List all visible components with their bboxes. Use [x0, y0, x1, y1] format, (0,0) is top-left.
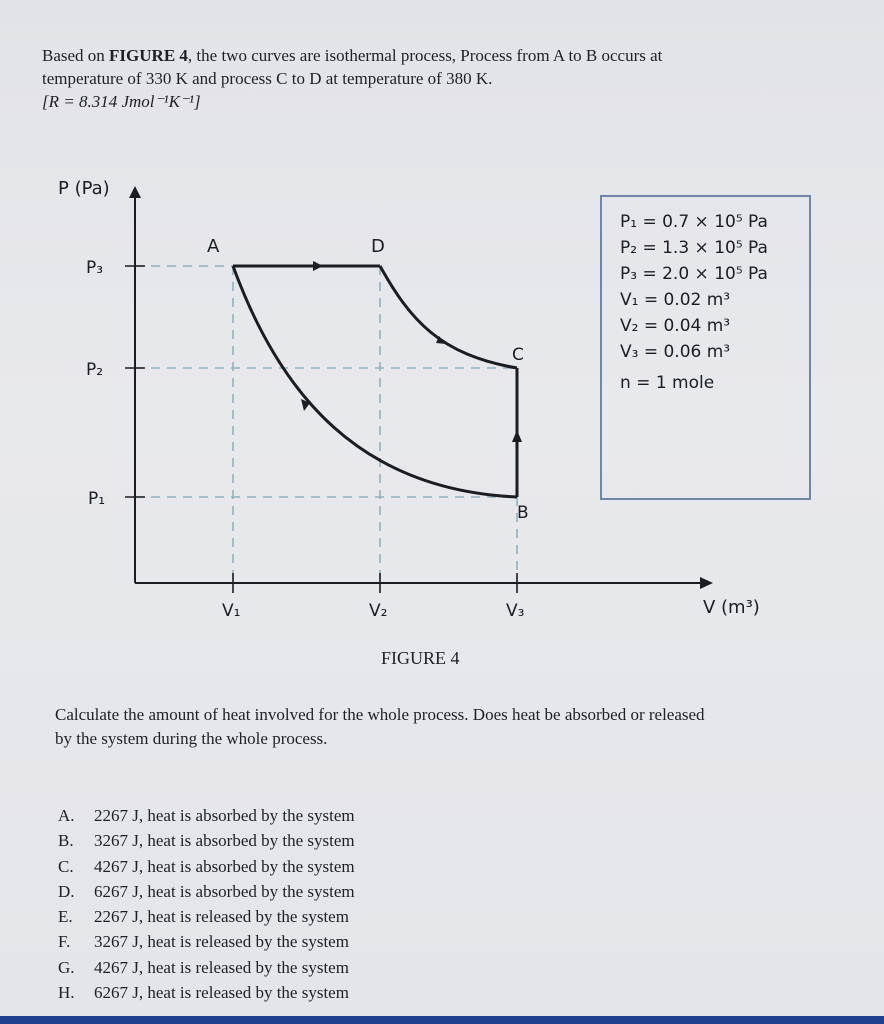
screen-bezel-edge	[0, 1016, 884, 1024]
option-letter: E.	[58, 907, 73, 927]
option-letter: G.	[58, 957, 75, 977]
option-text: 3267 J, heat is released by the system	[94, 932, 349, 952]
point-c-label: C	[512, 345, 524, 365]
guide-lines	[135, 266, 517, 583]
pressure-axis-label: P (Pa)	[58, 178, 110, 199]
p1-label: P₁	[88, 489, 106, 509]
option-f[interactable]	[58, 929, 355, 954]
intro-line-1-prefix: Based on	[42, 46, 110, 65]
intro-line-1-suffix: , the two curves are isothermal process, Process from A to B occurs at	[187, 46, 663, 65]
p3-label: P₃	[86, 258, 104, 278]
given-moles: n = 1 mole	[620, 373, 715, 393]
option-text: 6267 J, heat is absorbed by the system	[94, 881, 355, 901]
problem-statement	[42, 44, 842, 113]
option-letter: B.	[58, 831, 74, 851]
point-d-label: D	[371, 236, 385, 257]
v1-label: V₁	[222, 601, 241, 621]
option-letter: F.	[58, 932, 71, 952]
option-b[interactable]	[58, 828, 355, 853]
given-p2: P₂ = 1.3 × 10⁵ Pa	[620, 238, 768, 258]
option-g[interactable]	[58, 955, 355, 980]
given-values-list	[620, 212, 768, 393]
option-letter: H.	[58, 983, 75, 1003]
option-h[interactable]	[58, 980, 355, 1005]
option-d[interactable]	[58, 879, 355, 904]
axes	[135, 196, 702, 583]
question-line-1: Calculate the amount of heat involved for the whole process. Does heat be absorbed or released	[55, 705, 705, 724]
point-a-label: A	[207, 236, 220, 257]
option-text: 3267 J, heat is absorbed by the system	[94, 831, 355, 851]
given-v3: V₃ = 0.06 m³	[620, 342, 731, 362]
intro-line-1	[42, 44, 842, 67]
option-a[interactable]	[58, 803, 355, 828]
direction-arrow-icon	[512, 430, 522, 442]
isotherm-c-to-d	[380, 266, 517, 368]
isotherm-a-to-b	[233, 266, 517, 497]
v2-label: V₂	[369, 601, 388, 621]
process-cycle	[233, 266, 517, 497]
pressure-axis-arrow-icon	[129, 186, 141, 198]
figure-reference: FIGURE 4	[109, 46, 188, 65]
given-p1: P₁ = 0.7 × 10⁵ Pa	[620, 212, 768, 232]
option-c[interactable]	[58, 854, 355, 879]
volume-axis-arrow-icon	[700, 577, 713, 589]
gas-constant: [R = 8.314 Jmol⁻¹K⁻¹]	[42, 92, 201, 111]
option-e[interactable]	[58, 904, 355, 929]
question-text	[55, 703, 855, 751]
option-letter: C.	[58, 856, 74, 876]
option-letter: D.	[58, 881, 75, 901]
point-b-label: B	[517, 503, 529, 523]
tick-marks	[125, 266, 517, 593]
question-line-2: by the system during the whole process.	[55, 729, 328, 748]
figure-caption: FIGURE 4	[381, 648, 460, 668]
v3-label: V₃	[506, 601, 525, 621]
given-v2: V₂ = 0.04 m³	[620, 316, 731, 336]
intro-line-2: temperature of 330 K and process C to D at temperature of 380 K.	[42, 69, 493, 88]
direction-arrow-icon	[313, 261, 323, 271]
answer-options	[58, 803, 355, 1005]
p2-label: P₂	[86, 360, 104, 380]
option-text: 2267 J, heat is released by the system	[94, 907, 349, 927]
option-text: 6267 J, heat is released by the system	[94, 983, 349, 1003]
option-letter: A.	[58, 806, 75, 825]
volume-axis-label: V (m³)	[703, 597, 760, 618]
pv-diagram	[0, 160, 884, 640]
given-p3: P₃ = 2.0 × 10⁵ Pa	[620, 264, 768, 284]
option-text: 4267 J, heat is released by the system	[94, 957, 349, 977]
option-text: 2267 J, heat is absorbed by the system	[94, 806, 355, 825]
option-text: 4267 J, heat is absorbed by the system	[94, 856, 355, 876]
given-v1: V₁ = 0.02 m³	[620, 290, 731, 310]
